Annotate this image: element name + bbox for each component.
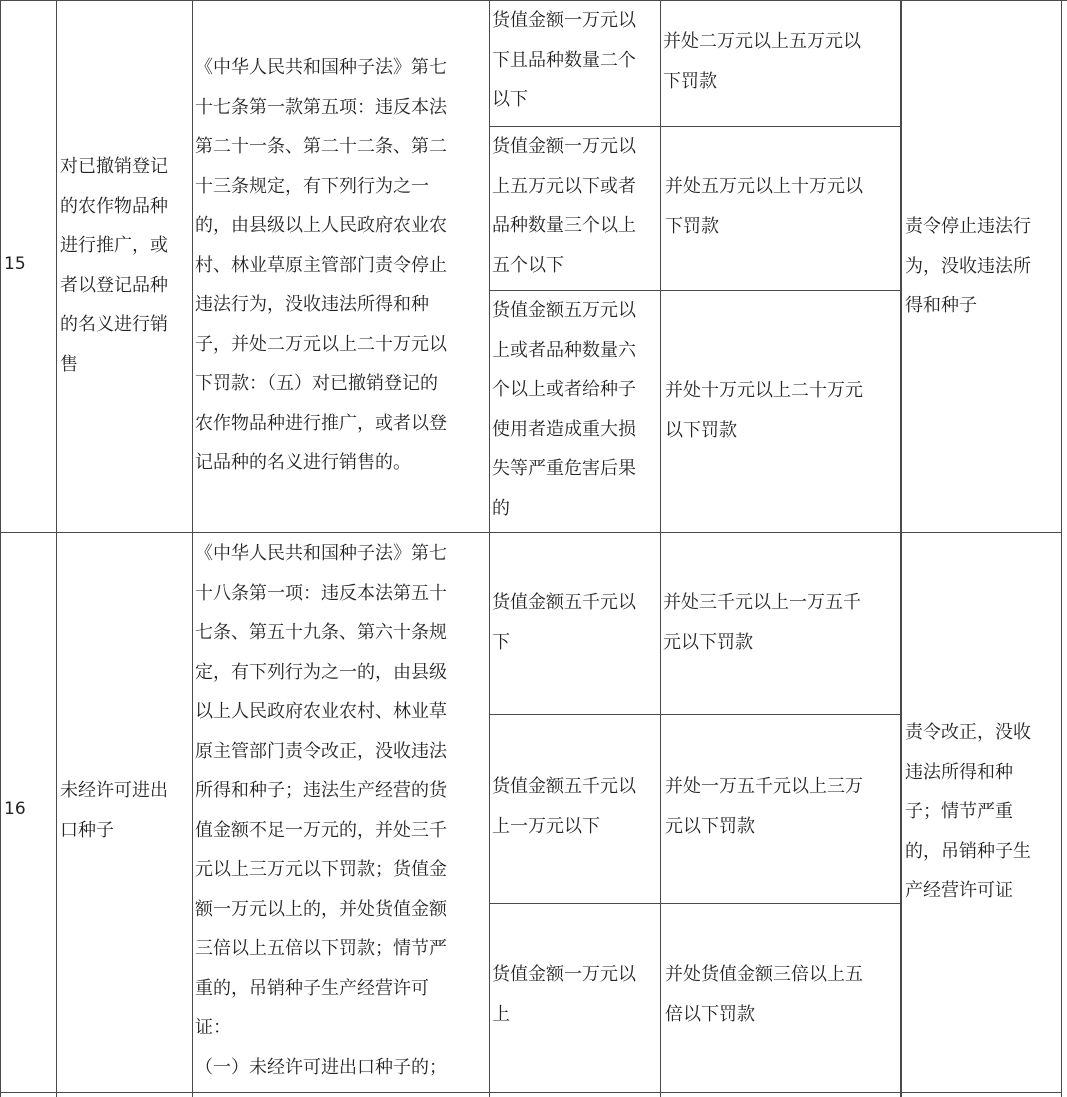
grid-line	[0, 532, 1062, 533]
circumstance: 货值金额五千元以 上一万元以下	[492, 776, 636, 837]
grid-line	[1061, 0, 1062, 1097]
grid-line	[489, 903, 901, 904]
penalty-measure: 责令停止违法行 为，没收违法所 得和种子	[905, 216, 1031, 316]
circumstance: 货值金额一万元以 上	[492, 964, 636, 1025]
circumstance: 货值金额一万元以 下且品种数量二个 以下	[492, 10, 636, 110]
grid-line	[192, 0, 193, 1097]
violation-matter: 对已撤销登记 的农作物品种 进行推广，或 者以登记品种 的名义进行销 售	[60, 156, 168, 375]
circumstance: 货值金额五万元以 上或者品种数量六 个以上或者给种子 使用者造成重大损 失等严重危害后果 的	[492, 300, 636, 519]
row-number: 16	[4, 799, 26, 819]
circumstance: 货值金额一万元以 上五万元以下或者 品种数量三个以上 五个以下	[492, 136, 636, 276]
grid-line	[489, 714, 901, 715]
penalty-standard: 并处十万元以上二十万元 以下罚款	[665, 380, 863, 441]
row-number: 15	[4, 254, 26, 274]
penalty-standard: 并处一万五千元以上三万 元以下罚款	[665, 776, 863, 837]
grid-line	[56, 0, 57, 1097]
grid-line	[660, 0, 661, 1097]
violation-matter: 未经许可进出 口种子	[60, 780, 168, 841]
penalty-standard: 并处三千元以上一万五千 元以下罚款	[663, 592, 861, 653]
penalty-measure: 责令改正，没收 违法所得和种 子；情节严重 的，吊销种子生 产经营许可证	[905, 722, 1031, 901]
penalty-standard: 并处二万元以上五万元以 下罚款	[663, 31, 861, 92]
penalty-standard: 并处货值金额三倍以上五 倍以下罚款	[665, 964, 863, 1025]
grid-line	[0, 1092, 1062, 1093]
penalty-standard: 并处五万元以上十万元以 下罚款	[665, 176, 863, 237]
legal-basis: 《中华人民共和国种子法》第七 十八条第一项：违反本法第五十 七条、第五十九条、第六十条规 定，有下列行为之一的，由县级 以上人民政府农业农村、林业草 原主管部门责令改正，没收违法 所得和种子；违法生产经营的货 值金额不足一万元的，并处三千 元以上三万元以下罚款；货值金 额一万元以上的，并处货值金额 三倍以上五倍以下罚款；情节严 重的，吊销种子生产经营许可 证： （一）未经许可进出口种子的；	[195, 543, 447, 1078]
grid-line	[0, 0, 1, 1097]
legal-basis: 《中华人民共和国种子法》第七 十七条第一款第五项：违反本法 第二十一条、第二十二条、第二 十三条规定，有下列行为之一 的，由县级以上人民政府农业农 村、林业草原主管部门责令停止 违法行为，没收违法所得和种 子，并处二万元以上二十万元以 下罚款：（五）对已撤销登记的 农作物品种进行推广，或者以登 记品种的名义进行销售的。	[195, 57, 447, 473]
circumstance: 货值金额五千元以 下	[492, 592, 636, 653]
grid-line	[489, 0, 490, 1097]
grid-line	[900, 0, 902, 1097]
